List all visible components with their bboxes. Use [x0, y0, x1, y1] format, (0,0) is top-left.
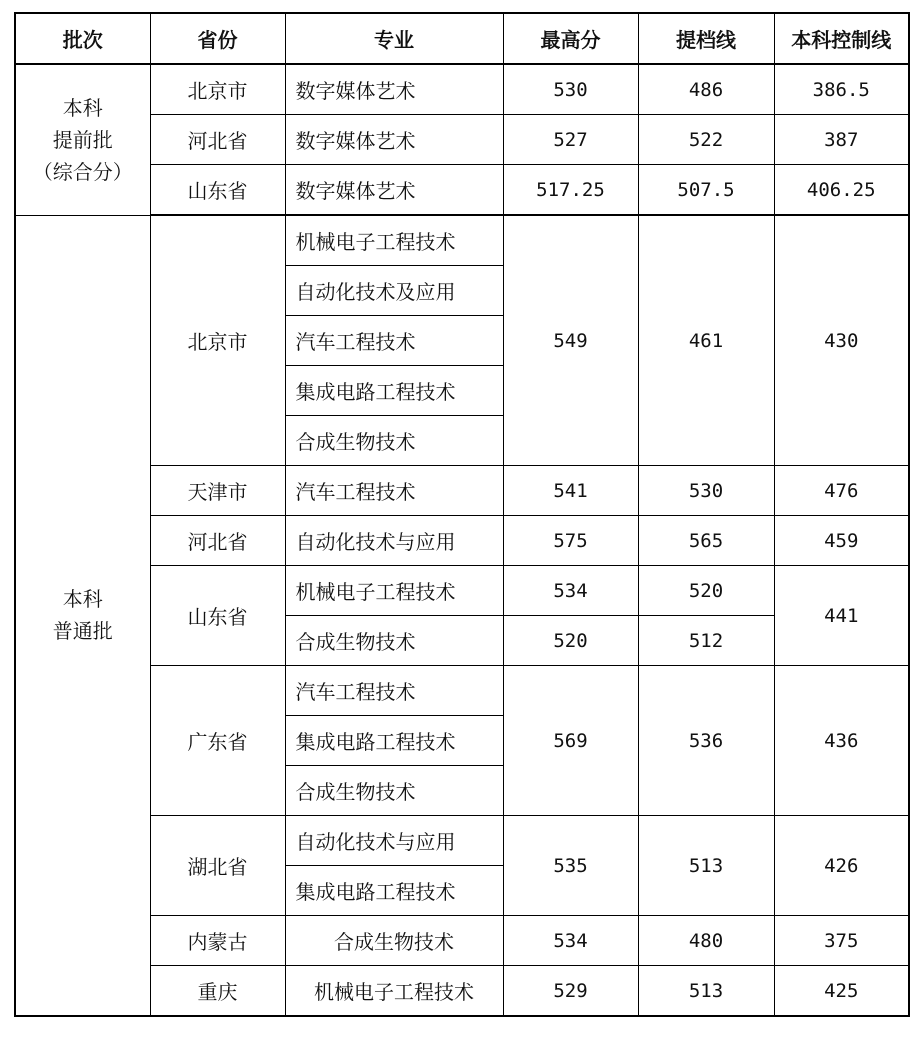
- control-line-cell: 425: [774, 966, 909, 1017]
- max-score-cell: 541: [503, 466, 638, 516]
- header-row: [15, 13, 909, 64]
- filing-line-cell: 512: [638, 616, 774, 666]
- province-cell: 北京市: [150, 215, 285, 466]
- major-cell: 汽车工程技术: [285, 316, 503, 366]
- table-row: [15, 966, 909, 1017]
- table-row: [15, 64, 909, 115]
- major-cell: 汽车工程技术: [285, 466, 503, 516]
- table-row: [15, 516, 909, 566]
- filing-line-cell: 513: [638, 966, 774, 1017]
- control-line-cell: 386.5: [774, 64, 909, 115]
- major-cell: 集成电路工程技术: [285, 866, 503, 916]
- province-cell: 河北省: [150, 516, 285, 566]
- major-cell: 合成生物技术: [285, 916, 503, 966]
- province-cell: 山东省: [150, 566, 285, 666]
- control-line-cell: 459: [774, 516, 909, 566]
- max-score-cell: 534: [503, 916, 638, 966]
- table-row: [15, 816, 909, 866]
- header-province: 省份: [150, 13, 285, 64]
- province-cell: 湖北省: [150, 816, 285, 916]
- max-score-cell: 569: [503, 666, 638, 816]
- major-cell: 机械电子工程技术: [285, 566, 503, 616]
- filing-line-cell: 522: [638, 115, 774, 165]
- filing-line-cell: 513: [638, 816, 774, 916]
- province-cell: 河北省: [150, 115, 285, 165]
- header-batch: 批次: [15, 13, 150, 64]
- batch-name-line: 本科: [62, 95, 103, 120]
- table-row: [15, 466, 909, 516]
- batch-cell-regular: [15, 215, 150, 1016]
- max-score-cell: 534: [503, 566, 638, 616]
- province-cell: 内蒙古: [150, 916, 285, 966]
- admission-scores-table: [14, 12, 910, 1017]
- control-line-cell: 430: [774, 215, 909, 466]
- max-score-cell: 575: [503, 516, 638, 566]
- major-cell: 合成生物技术: [285, 766, 503, 816]
- max-score-cell: 549: [503, 215, 638, 466]
- province-cell: 重庆: [150, 966, 285, 1017]
- control-line-cell: 476: [774, 466, 909, 516]
- batch-name-line: 本科: [62, 587, 103, 612]
- province-cell: 北京市: [150, 64, 285, 115]
- table-row: [15, 115, 909, 165]
- filing-line-cell: 507.5: [638, 165, 774, 216]
- filing-line-cell: 461: [638, 215, 774, 466]
- batch-name-line: 提前批: [52, 127, 113, 152]
- major-cell: 数字媒体艺术: [285, 115, 503, 165]
- major-cell: 合成生物技术: [285, 416, 503, 466]
- control-line-cell: 387: [774, 115, 909, 165]
- max-score-cell: 517.25: [503, 165, 638, 216]
- max-score-cell: 529: [503, 966, 638, 1017]
- major-cell: 汽车工程技术: [285, 666, 503, 716]
- max-score-cell: 535: [503, 816, 638, 916]
- filing-line-cell: 565: [638, 516, 774, 566]
- header-max-score: 最高分: [503, 13, 638, 64]
- max-score-cell: 527: [503, 115, 638, 165]
- major-cell: 数字媒体艺术: [285, 64, 503, 115]
- major-cell: 自动化技术与应用: [285, 816, 503, 866]
- batch-cell-early: [15, 64, 150, 215]
- table-row: [15, 165, 909, 216]
- control-line-cell: 441: [774, 566, 909, 666]
- filing-line-cell: 480: [638, 916, 774, 966]
- major-cell: 自动化技术与应用: [285, 516, 503, 566]
- batch-name-line: 普通批: [52, 619, 113, 644]
- major-cell: 集成电路工程技术: [285, 716, 503, 766]
- control-line-cell: 426: [774, 816, 909, 916]
- table-row: [15, 566, 909, 616]
- province-cell: 山东省: [150, 165, 285, 216]
- major-cell: 集成电路工程技术: [285, 366, 503, 416]
- table-row: [15, 666, 909, 716]
- major-cell: 机械电子工程技术: [285, 215, 503, 266]
- header-filing-line: 提档线: [638, 13, 774, 64]
- province-cell: 天津市: [150, 466, 285, 516]
- batch-name-line: （综合分）: [32, 159, 133, 184]
- control-line-cell: 406.25: [774, 165, 909, 216]
- major-cell: 合成生物技术: [285, 616, 503, 666]
- major-cell: 数字媒体艺术: [285, 165, 503, 216]
- filing-line-cell: 520: [638, 566, 774, 616]
- filing-line-cell: 536: [638, 666, 774, 816]
- table-row: [15, 215, 909, 266]
- max-score-cell: 520: [503, 616, 638, 666]
- major-cell: 自动化技术及应用: [285, 266, 503, 316]
- control-line-cell: 436: [774, 666, 909, 816]
- header-control-line: 本科控制线: [774, 13, 909, 64]
- province-cell: 广东省: [150, 666, 285, 816]
- filing-line-cell: 530: [638, 466, 774, 516]
- max-score-cell: 530: [503, 64, 638, 115]
- control-line-cell: 375: [774, 916, 909, 966]
- header-major: 专业: [285, 13, 503, 64]
- filing-line-cell: 486: [638, 64, 774, 115]
- table-row: [15, 916, 909, 966]
- major-cell: 机械电子工程技术: [285, 966, 503, 1017]
